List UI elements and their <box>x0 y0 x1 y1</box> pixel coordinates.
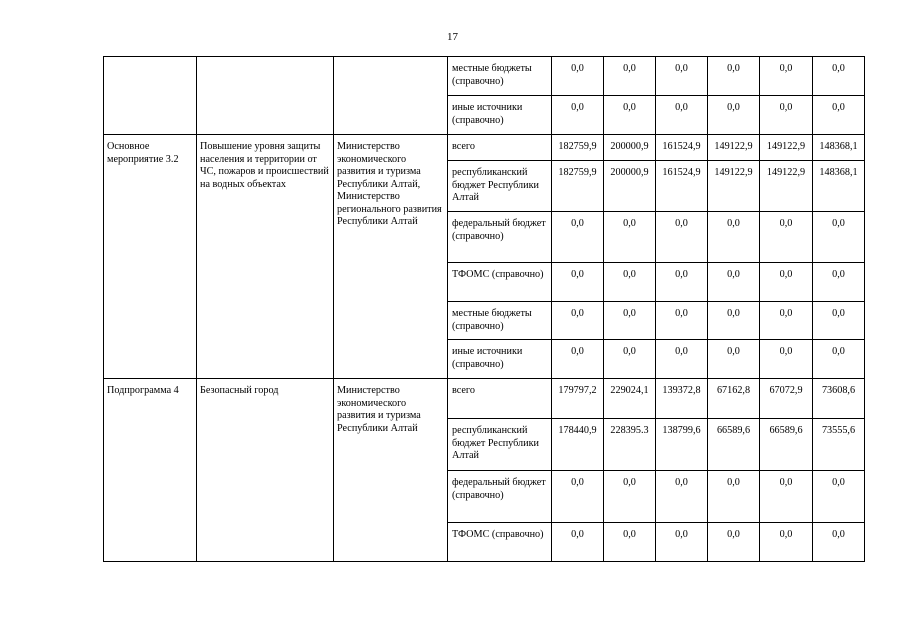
value-cell: 73555,6 <box>813 419 865 471</box>
value-cell: 0,0 <box>552 302 604 340</box>
value-cell: 66589,6 <box>760 419 813 471</box>
value-cell: 0,0 <box>656 523 708 562</box>
value-cell: 0,0 <box>604 340 656 379</box>
value-cell: 0,0 <box>604 523 656 562</box>
value-cell: 0,0 <box>760 57 813 96</box>
value-cell: 161524,9 <box>656 135 708 161</box>
program-name-cell: Подпрограмма 4 <box>104 379 197 562</box>
value-cell: 0,0 <box>708 57 760 96</box>
value-cell: 228395.3 <box>604 419 656 471</box>
value-cell: 0,0 <box>604 96 656 135</box>
value-cell: 0,0 <box>813 471 865 523</box>
value-cell: 182759,9 <box>552 161 604 212</box>
value-cell: 0,0 <box>708 263 760 302</box>
value-cell: 0,0 <box>813 212 865 263</box>
value-cell: 0,0 <box>760 340 813 379</box>
funding-source-cell: ТФОМС (справочно) <box>448 263 552 302</box>
value-cell: 0,0 <box>708 212 760 263</box>
value-cell: 0,0 <box>604 212 656 263</box>
value-cell: 149122,9 <box>760 135 813 161</box>
funding-source-cell: республиканский бюджет Республики Алтай <box>448 161 552 212</box>
program-name-cell <box>104 57 197 135</box>
value-cell: 0,0 <box>813 340 865 379</box>
value-cell: 0,0 <box>760 523 813 562</box>
value-cell: 0,0 <box>708 523 760 562</box>
value-cell: 0,0 <box>760 263 813 302</box>
value-cell: 0,0 <box>656 57 708 96</box>
funding-source-cell: всего <box>448 135 552 161</box>
value-cell: 67162,8 <box>708 379 760 419</box>
value-cell: 0,0 <box>552 263 604 302</box>
value-cell: 0,0 <box>656 263 708 302</box>
value-cell: 179797,2 <box>552 379 604 419</box>
value-cell: 0,0 <box>604 471 656 523</box>
value-cell: 0,0 <box>813 523 865 562</box>
value-cell: 0,0 <box>552 523 604 562</box>
value-cell: 138799,6 <box>656 419 708 471</box>
value-cell: 161524,9 <box>656 161 708 212</box>
value-cell: 229024,1 <box>604 379 656 419</box>
value-cell: 0,0 <box>656 212 708 263</box>
value-cell: 148368,1 <box>813 135 865 161</box>
table-row <box>104 379 865 419</box>
value-cell: 0,0 <box>604 263 656 302</box>
page-number: 17 <box>447 31 458 43</box>
funding-source-cell: иные источники (справочно) <box>448 340 552 379</box>
value-cell: 0,0 <box>813 96 865 135</box>
value-cell: 149122,9 <box>708 135 760 161</box>
value-cell: 0,0 <box>813 263 865 302</box>
value-cell: 0,0 <box>760 212 813 263</box>
value-cell: 0,0 <box>656 302 708 340</box>
value-cell: 0,0 <box>656 96 708 135</box>
value-cell: 178440,9 <box>552 419 604 471</box>
value-cell: 149122,9 <box>708 161 760 212</box>
program-title-cell: Повышение уровня защиты населения и территории от ЧС, пожаров и происшествий на водных объектах <box>197 135 334 379</box>
funding-source-cell: местные бюджеты (справочно) <box>448 57 552 96</box>
value-cell: 0,0 <box>552 96 604 135</box>
value-cell: 0,0 <box>813 57 865 96</box>
executor-cell <box>334 57 448 135</box>
program-title-cell <box>197 57 334 135</box>
value-cell: 66589,6 <box>708 419 760 471</box>
value-cell: 0,0 <box>708 302 760 340</box>
value-cell: 149122,9 <box>760 161 813 212</box>
value-cell: 0,0 <box>552 212 604 263</box>
funding-source-cell: местные бюджеты (справочно) <box>448 302 552 340</box>
funding-source-cell: федеральный бюджет (справочно) <box>448 471 552 523</box>
value-cell: 0,0 <box>760 302 813 340</box>
funding-source-cell: республиканский бюджет Республики Алтай <box>448 419 552 471</box>
budget-table <box>103 56 865 562</box>
value-cell: 73608,6 <box>813 379 865 419</box>
value-cell: 0,0 <box>604 57 656 96</box>
executor-cell: Министерство экономического развития и туризма Республики Алтай <box>334 379 448 562</box>
value-cell: 0,0 <box>760 96 813 135</box>
program-name-cell: Основное мероприятие 3.2 <box>104 135 197 379</box>
table-row <box>104 57 865 96</box>
value-cell: 0,0 <box>552 340 604 379</box>
value-cell: 182759,9 <box>552 135 604 161</box>
funding-source-cell: ТФОМС (справочно) <box>448 523 552 562</box>
value-cell: 148368,1 <box>813 161 865 212</box>
value-cell: 0,0 <box>552 57 604 96</box>
executor-cell: Министерство экономического развития и туризма Республики Алтай, Министерство регионального развития Республики Алтай <box>334 135 448 379</box>
value-cell: 67072,9 <box>760 379 813 419</box>
value-cell: 200000,9 <box>604 161 656 212</box>
value-cell: 0,0 <box>708 340 760 379</box>
program-title-cell: Безопасный город <box>197 379 334 562</box>
value-cell: 200000,9 <box>604 135 656 161</box>
funding-source-cell: федеральный бюджет (справочно) <box>448 212 552 263</box>
value-cell: 0,0 <box>708 96 760 135</box>
value-cell: 0,0 <box>708 471 760 523</box>
value-cell: 0,0 <box>656 471 708 523</box>
value-cell: 139372,8 <box>656 379 708 419</box>
value-cell: 0,0 <box>760 471 813 523</box>
value-cell: 0,0 <box>552 471 604 523</box>
table-row <box>104 135 865 161</box>
value-cell: 0,0 <box>813 302 865 340</box>
value-cell: 0,0 <box>656 340 708 379</box>
funding-source-cell: всего <box>448 379 552 419</box>
value-cell: 0,0 <box>604 302 656 340</box>
funding-source-cell: иные источники (справочно) <box>448 96 552 135</box>
